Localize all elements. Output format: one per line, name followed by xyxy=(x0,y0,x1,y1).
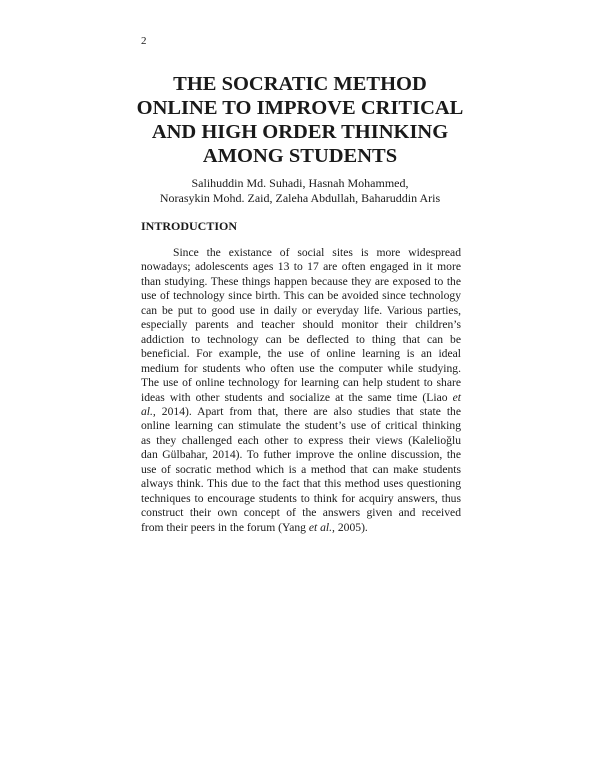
paragraph-text: 2014). Apart from that, there are also studies that state the xyxy=(161,404,461,418)
citation-italic: et al., xyxy=(308,520,335,534)
paragraph-line xyxy=(141,521,461,535)
citation-italic: al., xyxy=(141,404,156,418)
author-line: Salihuddin Md. Suhadi, Hasnah Mohammed, xyxy=(191,176,409,190)
paper-title xyxy=(130,72,470,168)
paragraph-line: beneficial. For example, the use of online learning is an ideal xyxy=(141,347,461,361)
paragraph-text: ideas with other students and socialize at the same time (Liao xyxy=(141,390,448,404)
page-number: 2 xyxy=(141,35,147,47)
paragraph-line: addiction to technology can be deflected to thing that can be xyxy=(141,332,461,346)
paragraph-line: always think. This due to the fact that this method uses questioning xyxy=(141,477,461,491)
paragraph-line: use of technology since birth. This can be avoided since technology xyxy=(141,289,461,303)
paragraph-line: Since the existance of social sites is more widespread xyxy=(173,246,461,259)
citation-italic: et xyxy=(452,390,461,404)
paragraph-line: The use of online technology for learning can help student to share xyxy=(141,376,461,390)
paragraph-line: can be put to good use in daily or everyday life. Various parties, xyxy=(141,303,461,317)
paragraph-line: techniques to encourage students to think for acquiry answers, thus xyxy=(141,491,461,505)
paragraph-line: especially parents and teacher should monitor their children’s xyxy=(141,318,461,332)
paragraph-line: medium for students who often use the computer while studying. xyxy=(141,361,461,375)
title-line: AMONG STUDENTS xyxy=(202,145,398,167)
title-line: ONLINE TO IMPROVE CRITICAL xyxy=(136,97,464,119)
introduction-paragraph xyxy=(141,246,461,535)
author-line: Norasykin Mohd. Zaid, Zaleha Abdullah, Baharuddin Aris xyxy=(159,191,441,205)
author-list xyxy=(130,176,470,206)
paragraph-line: dan Gülbahar, 2014). To futher improve the online discussion, the xyxy=(141,448,461,462)
paragraph-line xyxy=(141,405,461,419)
paragraph-line: construct their own concept of the answers given and received xyxy=(141,506,461,520)
title-line: THE SOCRATIC METHOD xyxy=(173,73,427,95)
paragraph-line: as they challenged each other to express their views (Kalelioğlu xyxy=(141,433,461,447)
paragraph-line: nowadays; adolescents ages 13 to 17 are often engaged in it more xyxy=(141,260,461,274)
paragraph-line xyxy=(141,391,461,405)
paragraph-line: online learning can stimulate the student’s use of critical thinking xyxy=(141,419,461,433)
paragraph-text: from their peers in the forum (Yang xyxy=(141,520,306,534)
section-heading: INTRODUCTION xyxy=(141,219,238,233)
paragraph-text: 2005). xyxy=(337,520,368,534)
paragraph-line: than studying. These things happen because they are exposed to the xyxy=(141,274,461,288)
title-line: AND HIGH ORDER THINKING xyxy=(151,121,449,143)
paragraph-line: use of socratic method which is a method that can make students xyxy=(141,462,461,476)
